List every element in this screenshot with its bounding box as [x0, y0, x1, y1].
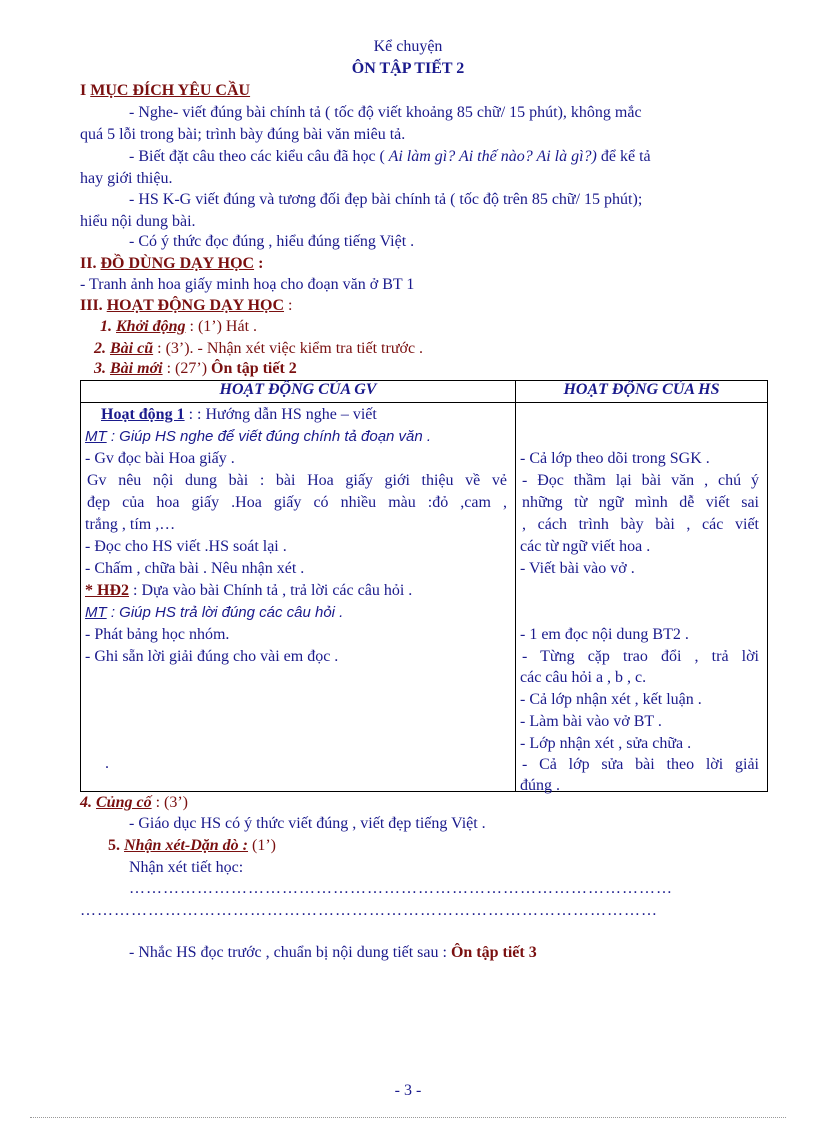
hs-line-12: - Lớp nhận xét , sửa chữa .: [520, 735, 692, 752]
gv-line-2: Gv nêu nội dung bài : bài Hoa giấy giới thiệu về vẻ: [87, 472, 507, 489]
objective-2-line-2: hay giới thiệu.: [80, 170, 173, 187]
gv-line-6: - Chấm , chữa bài . Nêu nhận xét .: [85, 560, 305, 577]
table-body-row: [81, 403, 768, 792]
section-2-colon: :: [254, 255, 264, 272]
lesson-title: ÔN TẬP TIẾT 2: [351, 60, 465, 77]
gv-line-1: - Gv đọc bài Hoa giấy .: [85, 450, 235, 467]
hs-line-10: - Cả lớp nhận xét , kết luận .: [520, 691, 702, 708]
blank-line-1: ……………………………………………………………………………………: [129, 880, 673, 897]
step-5-number: 5.: [108, 837, 124, 854]
table-header-row: [81, 381, 768, 403]
objective-1-line-1: - Nghe- viết đúng bài chính tả ( tốc độ viết khoảng 85 chữ/ 15 phút), không mắc: [129, 104, 642, 121]
subject-label: Kể chuyện: [373, 38, 443, 55]
objective-1-line-2: quá 5 lỗi trong bài; trình bày đúng bài văn miêu tả.: [80, 126, 406, 143]
objective-2-italic: Ai làm gì? Ai thế nào? Ai là gì?): [384, 148, 597, 165]
gv-activity-2-heading: [85, 582, 509, 600]
objective-3-line-2: hiểu nội dung bài.: [80, 213, 196, 230]
gv-activity-1-heading: [101, 406, 509, 424]
step-1-label: Khởi động: [116, 318, 186, 335]
hs-line-5: các từ ngữ viết hoa .: [520, 538, 651, 555]
step-3: [94, 360, 297, 378]
homework-text: - Nhắc HS đọc trước , chuẩn bị nội dung tiết sau :: [129, 944, 451, 961]
footer-divider: [30, 1117, 786, 1118]
blank-line-2: …………………………………………………………………………………………: [80, 902, 658, 919]
step-5-text: (1’): [248, 837, 276, 854]
hs-line-7: - 1 em đọc nội dung BT2 .: [520, 626, 689, 643]
step-3-text: : (27’): [162, 360, 212, 377]
section-2-title: ĐỒ DÙNG DẠY HỌC: [100, 255, 255, 272]
step-1: [100, 318, 257, 336]
step-3-label: Bài mới: [110, 360, 163, 377]
gv-objective-1-text: : Giúp HS nghe để viết đúng chính tả đoạn văn .: [106, 428, 432, 445]
step-5-label: Nhận xét-Dặn dò :: [124, 837, 249, 854]
gv-objective-2: [85, 604, 509, 621]
activity-table: [80, 380, 768, 792]
step-4-label: Củng cố: [96, 794, 152, 811]
step-4-text: : (3’): [151, 794, 189, 811]
gv-line-7: - Phát bảng học nhóm.: [85, 626, 230, 643]
hs-line-14: đúng .: [520, 777, 560, 794]
homework-note: [129, 944, 537, 962]
student-activity-cell: [516, 403, 768, 792]
hs-line-11: - Làm bài vào vở BT .: [520, 713, 662, 730]
step-3-number: 3.: [94, 360, 110, 377]
header-student-activity: HOẠT ĐỘNG CỦA HS: [516, 381, 768, 403]
gv-activity-1-label: Hoạt động 1: [101, 406, 185, 423]
step-2-text: : (3’). - Nhận xét việc kiểm tra tiết trước .: [153, 340, 424, 357]
hs-line-6: - Viết bài vào vở .: [520, 560, 635, 577]
section-3-colon: :: [284, 297, 293, 314]
hs-line-9: các câu hỏi a , b , c.: [520, 669, 647, 686]
gv-objective-2-text: : Giúp HS trả lời đúng các câu hỏi .: [106, 604, 344, 621]
step-2: [94, 340, 423, 358]
objective-3-line-1: - HS K-G viết đúng và tương đối đẹp bài chính tả ( tốc độ trên 85 chữ/ 15 phút);: [129, 191, 643, 208]
objective-2-line-1: [129, 148, 651, 166]
section-3-number: III.: [80, 297, 107, 314]
gv-line-9: .: [105, 755, 109, 772]
hs-line-1: - Cả lớp theo dõi trong SGK .: [520, 450, 710, 467]
step-5: [108, 837, 276, 855]
step-2-label: Bài cũ: [110, 340, 154, 357]
gv-line-5: - Đọc cho HS viết .HS soát lại .: [85, 538, 287, 555]
hs-line-4: , cách trình bày bài , các viết: [522, 516, 759, 533]
gv-objective-2-label: MT: [85, 604, 107, 621]
hs-line-2: - Đọc thầm lại bài văn , chú ý: [522, 472, 759, 489]
gv-objective-1: [85, 428, 509, 445]
gv-activity-2-text: : Dựa vào bài Chính tả , trả lời các câu hỏi .: [129, 582, 413, 599]
hs-line-13: - Cả lớp sửa bài theo lời giải: [522, 756, 759, 773]
consolidation-item: - Giáo dục HS có ý thức viết đúng , viết đẹp tiếng Việt .: [129, 815, 486, 832]
next-lesson-title: Ôn tập tiết 3: [450, 944, 537, 961]
section-1-title: MỤC ĐÍCH YÊU CẦU: [90, 82, 251, 99]
section-1-number: I: [80, 82, 91, 99]
section-3-title: HOẠT ĐỘNG DẠY HỌC: [106, 297, 285, 314]
step-1-text: : (1’) Hát .: [185, 318, 258, 335]
gv-line-8: - Ghi sẵn lời giải đúng cho vài em đọc .: [85, 648, 339, 665]
teacher-activity-cell: [81, 403, 516, 792]
hs-line-8: - Từng cặp trao đổi , trả lời: [522, 648, 759, 665]
gv-objective-1-label: MT: [85, 428, 107, 445]
hs-line-3: những từ ngữ mình dễ viết sai: [522, 494, 759, 511]
step-4-number: 4.: [80, 794, 96, 811]
gv-activity-2-label: * HĐ2: [85, 582, 129, 599]
gv-activity-1-text: : : Hướng dẫn HS nghe – viết: [184, 406, 377, 423]
gv-line-4: trắng , tím ,…: [85, 516, 176, 533]
page-number: - 3 -: [394, 1082, 422, 1099]
header-teacher-activity: HOẠT ĐỘNG CỦA GV: [81, 381, 516, 403]
gv-line-3: đẹp của hoa giấy .Hoa giấy có nhiều màu :đỏ ,cam ,: [87, 494, 507, 511]
materials-item: - Tranh ảnh hoa giấy minh hoạ cho đoạn văn ở BT 1: [80, 276, 415, 293]
section-1-heading: [80, 82, 250, 100]
objective-2-text-b: để kể tả: [596, 148, 651, 165]
section-2-heading: [80, 255, 263, 273]
step-4: [80, 794, 188, 812]
section-2-number: II.: [80, 255, 101, 272]
review-label: Nhận xét tiết học:: [129, 859, 244, 876]
step-3-title: Ôn tập tiết 2: [211, 360, 297, 377]
objective-4: - Có ý thức đọc đúng , hiểu đúng tiếng Việt .: [129, 233, 415, 250]
step-2-number: 2.: [94, 340, 110, 357]
step-1-number: 1.: [100, 318, 116, 335]
section-3-heading: [80, 297, 292, 315]
objective-2-text-a: - Biết đặt câu theo các kiểu câu đã học (: [129, 148, 385, 165]
